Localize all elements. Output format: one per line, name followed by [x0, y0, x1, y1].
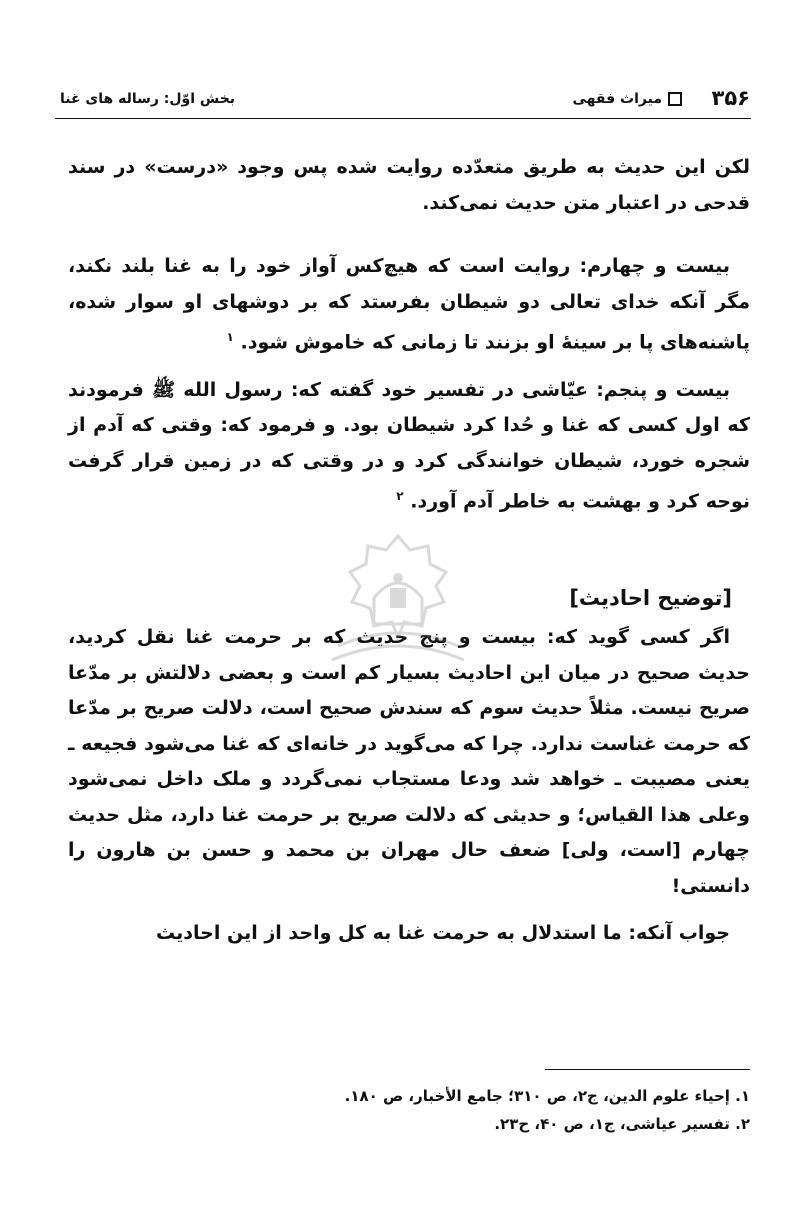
paragraph-text: بیست و چهارم: روایت است که هیچ‌کس آواز خود را به غنا بلند نکند، مگر آنکه خدای تعالی دو شیطان بفرستد که بر دوشهای او سوار شده، پاشنه‌های پا بر سینهٔ او بزنند تا زمانی که خاموش شود. — [68, 255, 750, 354]
page-number: ۳۵۶ — [711, 86, 750, 110]
book-title-text: میراث فقهی — [572, 91, 662, 107]
header-rule — [55, 118, 751, 119]
square-separator-icon — [668, 92, 682, 106]
section-heading: [توضیح احادیث] — [569, 586, 732, 611]
running-header — [60, 86, 750, 114]
footnote-mark: ۱ — [226, 330, 234, 344]
paragraph-text: بیست و پنجم: عیّاشی در تفسیر خود گفته که: رسول الله ﷺ فرمودند که اول کسی که غنا و حُدا کرد شیطان بود. و فرمود که: وقتی که آدم از شجره خورد، شیطان خوانندگی کرد و در وقتی که در زمین قرار گرفت نوحه کرد و بهشت به خاطر آدم آورد. — [68, 378, 750, 513]
library-seal-watermark — [318, 528, 478, 678]
footnote-rule — [545, 1069, 750, 1070]
paragraph-hadith-25 — [68, 373, 750, 520]
footnote-mark: ۲ — [396, 489, 404, 504]
section-title: بخش اوّل: رساله های غنا — [60, 91, 236, 107]
footnote-2: ۲. تفسیر عیاشی، ج۱، ص ۴۰، ح۲۳. — [494, 1115, 750, 1133]
book-title — [573, 91, 688, 107]
paragraph-answer: جواب آنکه: ما استدلال به حرمت غنا به کل واحد از این احادیث — [156, 922, 730, 945]
paragraph-continuation: لکن این حدیث به طریق متعدّده روایت شده پس وجود «درست» در سند قدحی در اعتبار متن حدیث نمی‌کند. — [68, 156, 750, 214]
paragraph-explanation: اگر کسی گوید که: بیست و پنج حدیث که بر حرمت غنا نقل کردید، حدیث صحیح در میان این احادیث بسیار کم است و بعضی دلالتش بر مدّعا صریح نیست. مثلاً حدیث سوم که سندش صحیح است، دلالت صریح بر مدّعا که حرمت غناست ندارد. چرا که می‌گوید در خانه‌ای که غنا می‌شود فجیعه ـ یعنی مصیبت ـ خواهد شد ودعا مستجاب نمی‌گردد و ملک داخل نمی‌شود وعلی هذا القیاس؛ و حدیثی که دلالت صریح بر حرمت غنا دارد، مثل حدیث چهارم [است، ولی] ضعف حال مهران بن محمد و حسن بن هارون را دانستی! — [68, 626, 750, 897]
footnote-1: ۱. إحیاء علوم الدین، ج۲، ص ۳۱۰؛ جامع الأخبار، ص ۱۸۰. — [344, 1087, 750, 1105]
paragraph-hadith-24 — [68, 249, 750, 361]
footnotes — [60, 1082, 750, 1138]
